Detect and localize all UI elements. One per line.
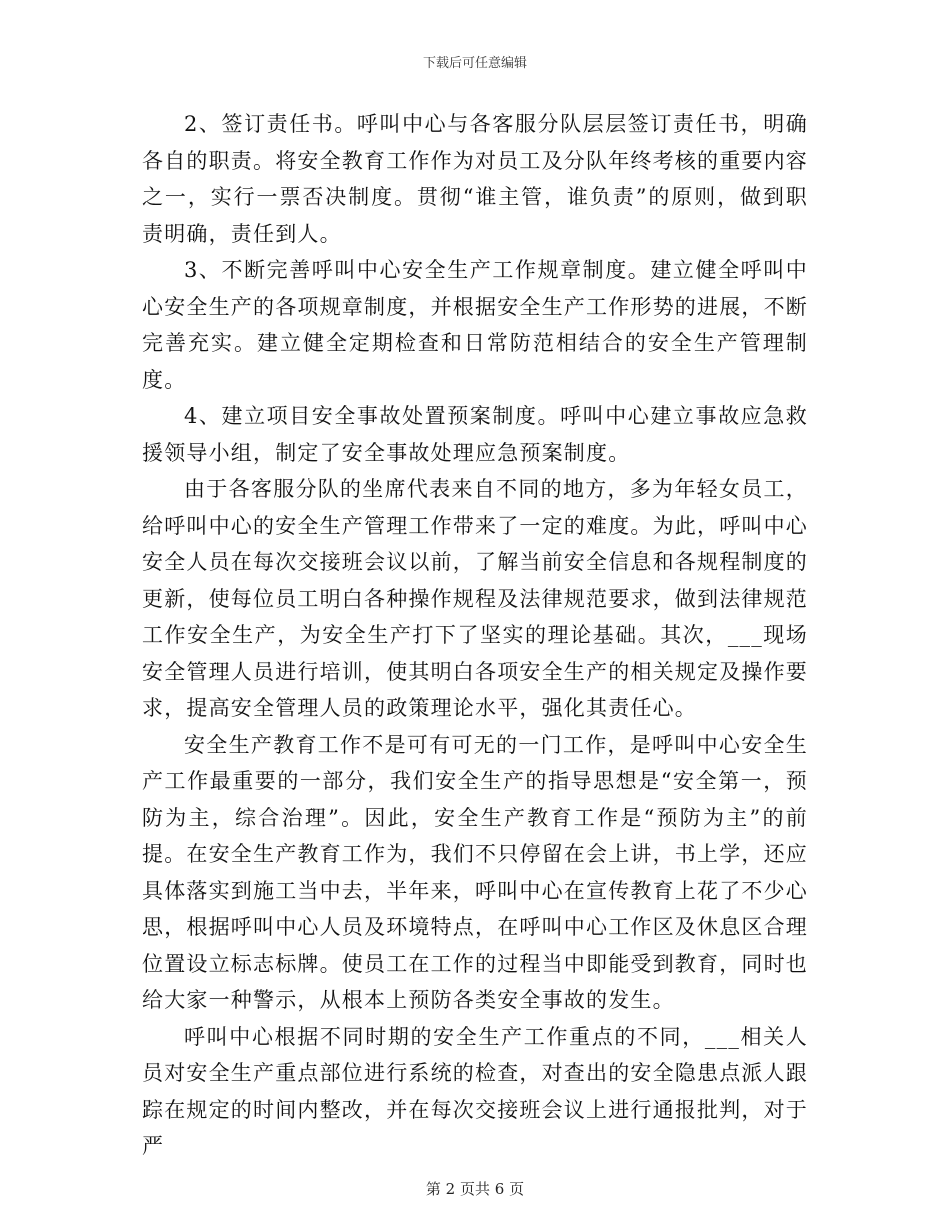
paragraph-responsibility-letter: 2、签订责任书。呼叫中心与各客服分队层层签订责任书，明确各自的职责。将安全教育工作作为对员工及分队年终考核的重要内容之一，实行一票否决制度。贯彻“谁主管，谁负责”的原则，做到职责明确，责任到人。 [142,112,808,246]
paragraph-safety-education: 安全生产教育工作不是可有可无的一门工作，是呼叫中心安全生产工作最重要的一部分，我们安全生产的指导思想是“安全第一，预防为主，综合治理”。因此，安全生产教育工作是“预防为主”的前提。在安全生产教育工作为，我们不只停留在会上讲，书上学，还应具体落实到施工当中去，半年来，呼叫中心在宣传教育上花了不少心思，根据呼叫中心人员及环境特点，在呼叫中心工作区及休息区合理位置设立标志标牌。使员工在工作的过程当中即能受到教育，同时也给大家一种警示，从根本上预防各类安全事故的发生。 [142,732,808,1012]
paragraph-rules-improvement: 3、不断完善呼叫中心安全生产工作规章制度。建立健全呼叫中心安全生产的各项规章制度，并根据安全生产工作形势的进展，不断完善充实。建立健全定期检查和日常防范相结合的安全生产管理制度。 [142,258,808,392]
page-header-note: 下载后可任意编辑 [422,56,527,71]
paragraph-emergency-plan: 4、建立项目安全事故处置预案制度。呼叫中心建立事故应急救援领导小组，制定了安全事故处理应急预案制度。 [142,404,808,465]
paragraph-staff-training: 由于各客服分队的坐席代表来自不同的地方，多为年轻女员工，给呼叫中心的安全生产管理工作带来了一定的难度。为此，呼叫中心安全人员在每次交接班会议以前，了解当前安全信息和各规程制度的更新，使每位员工明白各种操作规程及法律规范要求，做到法律规范工作安全生产，为安全生产打下了坚实的理论基础。其次，___现场安全管理人员进行培训，使其明白各项安全生产的相关规定及操作要求，提高安全管理人员的政策理论水平，强化其责任心。 [142,477,808,720]
page-number: 第 2 页共 6 页 [425,1180,525,1198]
document-body [142,106,808,1165]
paragraph-inspection: 呼叫中心根据不同时期的安全生产工作重点的不同，___相关人员对安全生产重点部位进行系统的检查，对查出的安全隐患点派人跟踪在规定的时间内整改，并在每次交接班会议上进行通报批判，对于严 [142,1024,808,1158]
